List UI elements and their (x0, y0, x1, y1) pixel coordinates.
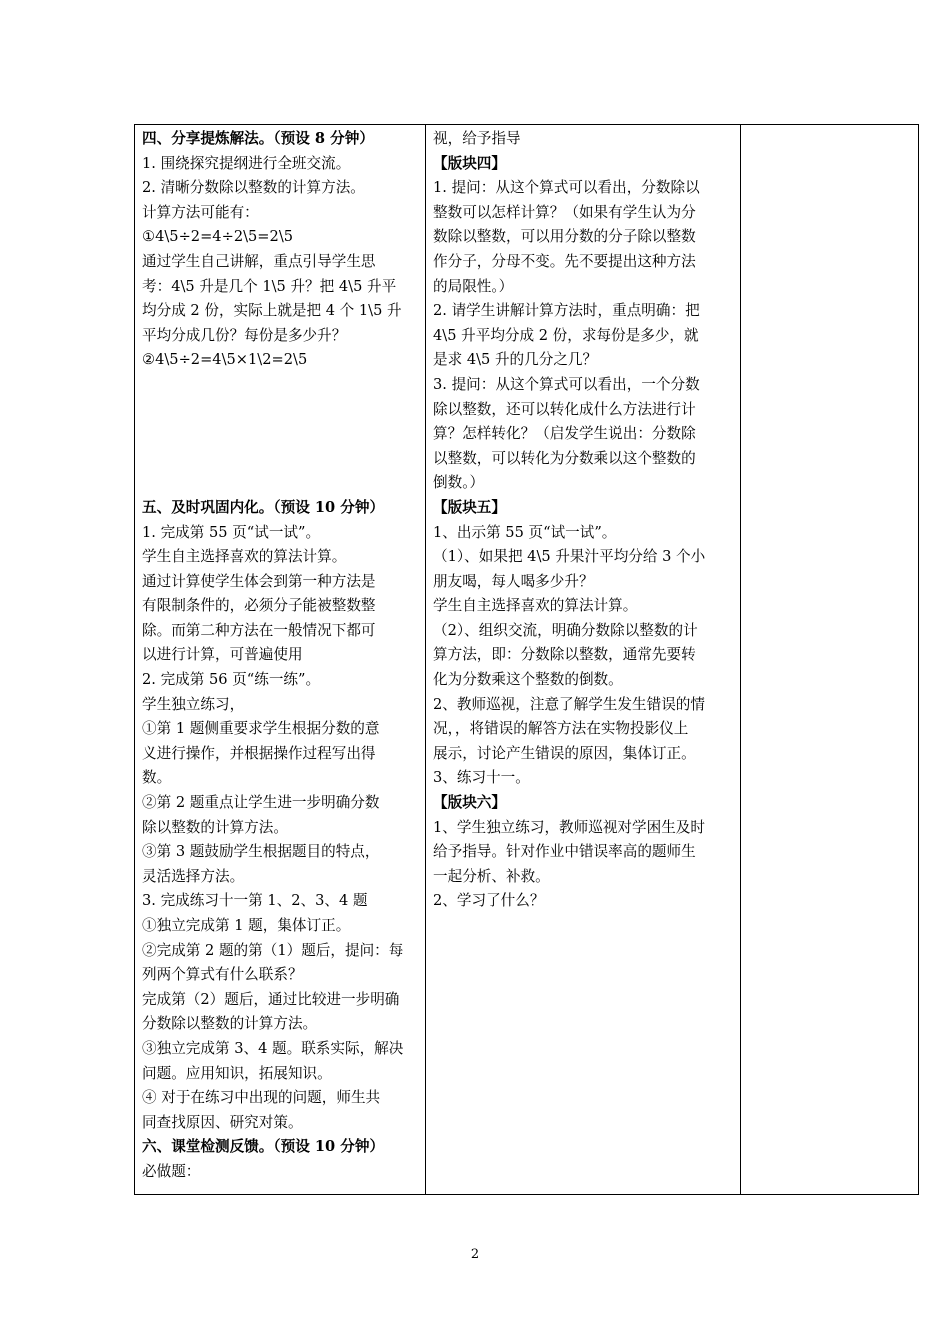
text-line: 除以整数的计算方法。 (142, 818, 288, 836)
text-line (142, 447, 422, 472)
text-line: ①第 1 题侧重要求学生根据分数的意 (142, 720, 380, 738)
text-line: 算方法，即：分数除以整数，通常先要转 (433, 646, 696, 664)
text-line: 1. 完成第 55 页“试一试”。 (142, 523, 321, 541)
text-line: 问题。应用知识，拓展知识。 (142, 1064, 332, 1082)
text-line: 均分成 2 份，实际上就是把 4 个 1\5 升 (142, 302, 402, 320)
section-heading: 四、分享提炼解法。（预设 8 分钟） (142, 130, 374, 147)
text-line: 除以整数，还可以转化成什么方法进行计 (433, 400, 696, 418)
text-line: 展示，讨论产生错误的原因，集体订正。 (433, 744, 696, 762)
text-line: 4\5 升平均分成 2 份，求每份是多少，就 (433, 326, 699, 344)
text-line: （2）、组织交流，明确分数除以整数的计 (433, 621, 698, 639)
text-line: 同查找原因、研究对策。 (142, 1113, 303, 1131)
text-line: 学生独立练习， (142, 695, 245, 713)
text-line: 1. 提问：从这个算式可以看出，分数除以 (433, 179, 700, 197)
text-line: 数除以整数，可以用分数的分子除以整数 (433, 228, 696, 246)
column-divider (425, 125, 426, 1194)
text-line: 2. 请学生讲解计算方法时，重点明确：把 (433, 302, 700, 320)
text-line: 3. 提问：从这个算式可以看出，一个分数 (433, 375, 700, 393)
text-line: 学生自主选择喜欢的算法计算。 (433, 597, 638, 615)
text-line: 视，给予指导 (433, 130, 521, 147)
text-line: 学生自主选择喜欢的算法计算。 (142, 548, 347, 566)
student-activity-column (142, 127, 422, 1185)
page-number: 2 (470, 1247, 480, 1262)
text-line: ②完成第 2 题的第（1）题后，提问：每 (142, 941, 404, 959)
text-line: 一起分析、补救。 (433, 867, 550, 885)
text-line: 2、教师巡视，注意了解学生发生错误的情 (433, 695, 705, 713)
teacher-activity-column (433, 127, 733, 914)
section-heading: 【版块六】 (433, 794, 506, 812)
text-line: ③独立完成第 3、4 题。联系实际，解决 (142, 1039, 404, 1057)
text-line (142, 373, 422, 398)
text-line: ②第 2 题重点让学生进一步明确分数 (142, 794, 380, 812)
text-line: 以整数，可以转化为分数乘以这个整数的 (433, 449, 696, 467)
text-line: ①独立完成第 1 题，集体订正。 (142, 917, 351, 934)
text-line: 是求 4\5 升的几分之几？ (433, 351, 598, 369)
text-line: 1. 围绕探究提纲进行全班交流。 (142, 154, 351, 172)
text-line: 2. 清晰分数除以整数的计算方法。 (142, 179, 365, 197)
text-line: 2、学习了什么？ (433, 892, 545, 910)
text-line: 数。 (142, 769, 172, 787)
section-heading: 五、及时巩固内化。（预设 10 分钟） (142, 498, 385, 516)
text-line (142, 471, 422, 496)
text-line: 列两个算式有什么联系？ (142, 966, 303, 984)
text-line: 化为分数乘这个整数的倒数。 (433, 671, 623, 689)
text-line: 况，，将错误的解答方法在实物投影仪上 (433, 720, 689, 738)
text-line: ③第 3 题鼓励学生根据题目的特点， (142, 843, 380, 861)
text-line: 2. 完成第 56 页“练一练”。 (142, 671, 321, 689)
text-line (142, 398, 422, 423)
text-line: 除。而第二种方法在一般情况下都可 (142, 621, 376, 639)
section-heading: 【版块四】 (433, 154, 506, 172)
text-line: 分数除以整数的计算方法。 (142, 1015, 318, 1033)
text-line: （1）、如果把 4\5 升果汁平均分给 3 个小 (433, 548, 706, 566)
text-line: 义进行操作，并根据操作过程写出得 (142, 744, 376, 762)
text-line: 通过计算使学生体会到第一种方法是 (142, 572, 376, 590)
text-line: ②4\5÷2=4\5×1\2=2\5 (142, 351, 308, 369)
text-line: 3. 完成练习十一第 1、2、3、4 题 (142, 892, 368, 910)
text-line: 1、学生独立练习，教师巡视对学困生及时 (433, 818, 705, 836)
text-line: 计算方法可能有： (142, 203, 259, 221)
text-line: 3、练习十一。 (433, 769, 530, 787)
text-line: 灵活选择方法。 (142, 867, 245, 885)
text-line: 1、出示第 55 页“试一试”。 (433, 523, 617, 541)
text-line: 必做题： (142, 1162, 201, 1180)
text-line: 完成第（2）题后，通过比较进一步明确 (142, 990, 400, 1008)
text-line (142, 422, 422, 447)
section-heading: 【版块五】 (433, 498, 506, 516)
text-line: 以进行计算，可普遍使用 (142, 646, 303, 664)
text-line: 给予指导。针对作业中错误率高的题师生 (433, 843, 696, 861)
text-line: 算？怎样转化？（启发学生说出：分数除 (433, 425, 696, 443)
text-line: 平均分成几份？每份是多少升？ (142, 326, 347, 344)
text-line: 倒数。） (433, 474, 485, 492)
text-line: 有限制条件的，必须分子能被整数整 (142, 597, 376, 615)
text-line: 的局限性。） (433, 277, 514, 295)
text-line: 整数可以怎样计算？（如果有学生认为分 (433, 203, 696, 221)
lesson-plan-table (134, 124, 919, 1195)
text-line: 朋友喝，每人喝多少升？ (433, 572, 594, 590)
text-line: ①4\5÷2=4÷2\5=2\5 (142, 228, 294, 246)
text-line: 作分子，分母不变。先不要提出这种方法 (433, 252, 696, 270)
notes-column (741, 125, 919, 1194)
text-line: 通过学生自己讲解，重点引导学生思 (142, 252, 376, 270)
section-heading: 六、课堂检测反馈。（预设 10 分钟） (142, 1138, 385, 1156)
text-line: 考：4\5 升是几个 1\5 升？把 4\5 升平 (142, 277, 397, 295)
text-line: ④ 对于在练习中出现的问题，师生共 (142, 1089, 381, 1107)
